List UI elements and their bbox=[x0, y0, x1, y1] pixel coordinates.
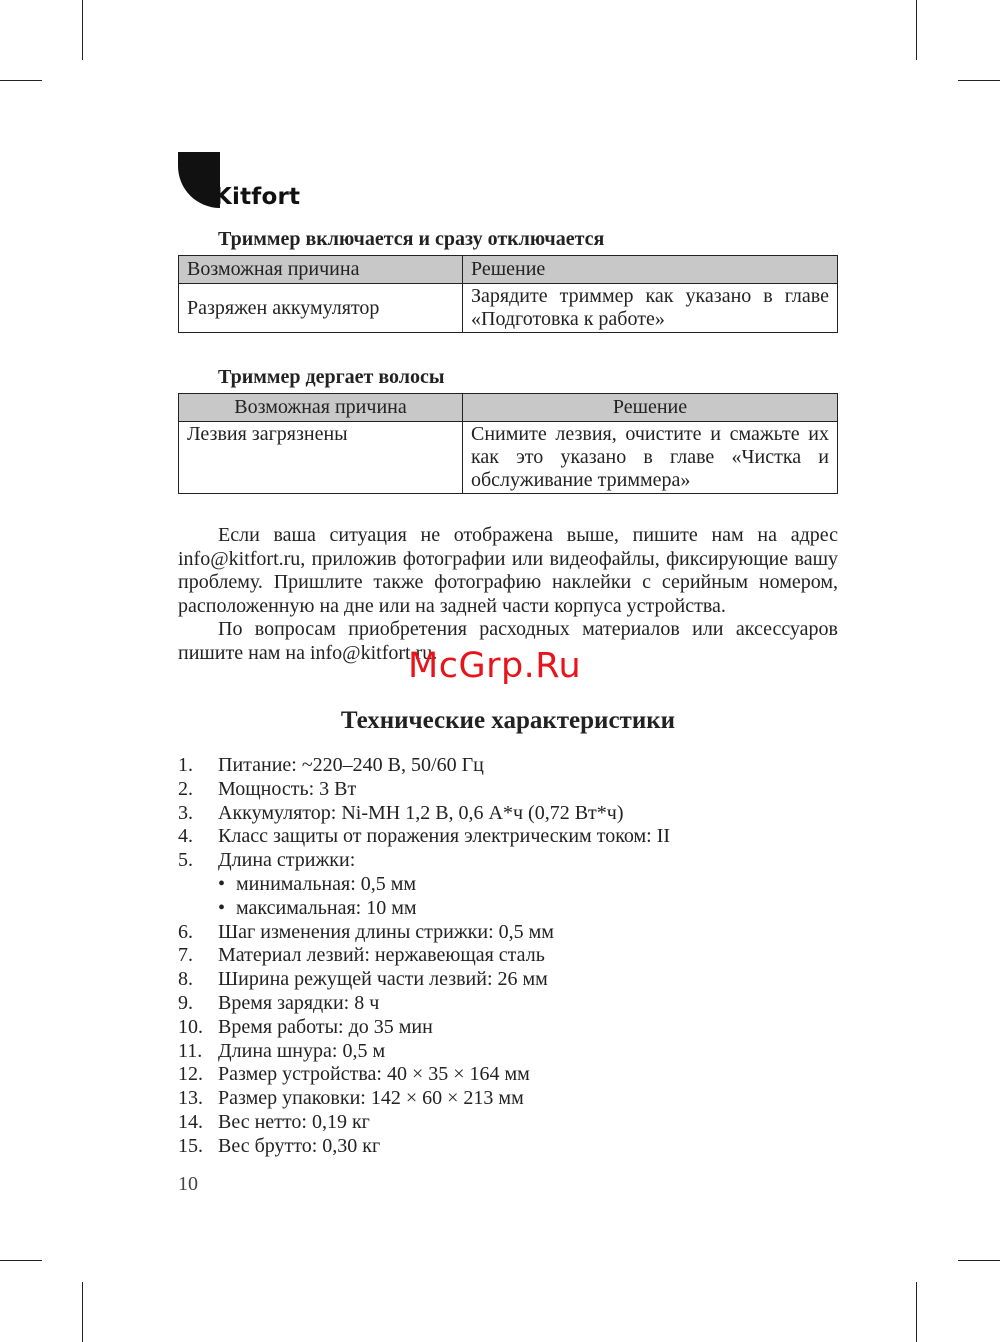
spec-text: максимальная: 10 мм bbox=[236, 896, 417, 919]
cell-cause: Лезвия загрязнены bbox=[179, 422, 463, 494]
spec-item bbox=[178, 825, 838, 849]
spec-subitem bbox=[178, 873, 838, 897]
spec-item bbox=[178, 1087, 838, 1111]
spec-text: Шаг изменения длины стрижки: 0,5 мм bbox=[218, 920, 554, 943]
spec-number: 14. bbox=[178, 1110, 203, 1133]
crop-mark bbox=[82, 0, 83, 60]
spec-number: 9. bbox=[178, 991, 193, 1014]
watermark: McGrp.Ru bbox=[408, 646, 582, 686]
bullet-icon: • bbox=[218, 872, 226, 895]
spec-item bbox=[178, 778, 838, 802]
spec-text: Вес брутто: 0,30 кг bbox=[218, 1134, 381, 1157]
spec-number: 8. bbox=[178, 968, 193, 991]
spec-text: Время работы: до 35 мин bbox=[218, 1015, 433, 1038]
spec-number: 5. bbox=[178, 849, 193, 872]
spec-text: Время зарядки: 8 ч bbox=[218, 991, 380, 1014]
crop-mark bbox=[0, 1260, 42, 1261]
spec-item bbox=[178, 1016, 838, 1040]
spec-text: Материал лезвий: нержавеющая сталь bbox=[218, 944, 545, 967]
crop-mark bbox=[916, 1282, 917, 1342]
specs-list bbox=[178, 754, 838, 1159]
brand-name: Kitfort bbox=[214, 184, 301, 210]
table-header-row bbox=[179, 256, 838, 284]
spec-item bbox=[178, 802, 838, 826]
crop-mark bbox=[958, 1260, 1000, 1261]
spec-item bbox=[178, 1063, 838, 1087]
header-cause: Возможная причина bbox=[179, 394, 463, 422]
table-row bbox=[179, 422, 838, 494]
spec-number: 1. bbox=[178, 754, 193, 776]
cell-solution: Снимите лезвия, очистите и смажьте их как это указано в главе «Чистка и обслуживание триммера» bbox=[463, 422, 838, 494]
spec-number: 12. bbox=[178, 1063, 203, 1086]
crop-mark bbox=[0, 80, 42, 81]
spec-item bbox=[178, 968, 838, 992]
spec-text: Мощность: 3 Вт bbox=[218, 777, 357, 800]
trouble-title-2: Триммер дергает волосы bbox=[218, 366, 445, 388]
crop-mark bbox=[916, 0, 917, 60]
table-header-row bbox=[179, 394, 838, 422]
spec-item bbox=[178, 992, 838, 1016]
spec-number: 7. bbox=[178, 944, 193, 967]
spec-number: 2. bbox=[178, 777, 193, 800]
contact-paragraph-1: Если ваша ситуация не отображена выше, пишите нам на адрес info@kitfort.ru, приложив фотографии или видеофайлы, фиксирующие вашу проблему. Пришлите также фотографию наклейки с серийным номером, расположенную на дне или на задней части корпуса устройства. bbox=[178, 524, 838, 617]
spec-number: 3. bbox=[178, 801, 193, 824]
cell-cause: Разряжен аккумулятор bbox=[179, 284, 463, 333]
spec-item bbox=[178, 1111, 838, 1135]
spec-item bbox=[178, 754, 838, 778]
spec-item bbox=[178, 944, 838, 968]
header-solution: Решение bbox=[463, 394, 838, 422]
header-solution: Решение bbox=[463, 256, 838, 284]
spec-number: 10. bbox=[178, 1015, 203, 1038]
crop-mark bbox=[82, 1282, 83, 1342]
spec-number: 15. bbox=[178, 1134, 203, 1157]
crop-mark bbox=[958, 80, 1000, 81]
page-number: 10 bbox=[178, 1173, 198, 1195]
spec-text: Питание: ~220–240 В, 50/60 Гц bbox=[218, 754, 484, 776]
trouble-table-1 bbox=[178, 255, 838, 333]
spec-number: 4. bbox=[178, 825, 193, 848]
contact-paragraph-2: По вопросам приобретения расходных материалов или аксессуаров пишите нам на info@kitfort.ru. bbox=[178, 618, 838, 664]
spec-text: Ширина режущей части лезвий: 26 мм bbox=[218, 968, 548, 991]
header-cause: Возможная причина bbox=[179, 256, 463, 284]
spec-text: Размер устройства: 40 × 35 × 164 мм bbox=[218, 1063, 530, 1086]
spec-text: Вес нетто: 0,19 кг bbox=[218, 1110, 370, 1133]
spec-item bbox=[178, 921, 838, 945]
table-row bbox=[179, 284, 838, 333]
spec-subitem bbox=[178, 897, 838, 921]
brand-logo bbox=[178, 152, 301, 210]
cell-solution: Зарядите триммер как указано в главе «Подготовка к работе» bbox=[463, 284, 838, 333]
spec-item bbox=[178, 1040, 838, 1064]
spec-text: Длина шнура: 0,5 м bbox=[218, 1039, 386, 1062]
spec-number: 6. bbox=[178, 920, 193, 943]
spec-text: Аккумулятор: Ni-MH 1,2 В, 0,6 А*ч (0,72 Вт*ч) bbox=[218, 801, 624, 824]
bullet-icon: • bbox=[218, 896, 226, 919]
specs-title: Технические характеристики bbox=[340, 707, 676, 734]
trouble-table-2 bbox=[178, 393, 838, 494]
spec-text: минимальная: 0,5 мм bbox=[236, 872, 417, 895]
spec-item bbox=[178, 849, 838, 873]
spec-number: 13. bbox=[178, 1087, 203, 1110]
spec-item bbox=[178, 1135, 838, 1159]
spec-number: 11. bbox=[178, 1039, 203, 1062]
trouble-title-1: Триммер включается и сразу отключается bbox=[218, 228, 605, 250]
spec-text: Размер упаковки: 142 × 60 × 213 мм bbox=[218, 1087, 524, 1110]
spec-text: Длина стрижки: bbox=[218, 849, 356, 872]
spec-text: Класс защиты от поражения электрическим током: II bbox=[218, 825, 671, 848]
